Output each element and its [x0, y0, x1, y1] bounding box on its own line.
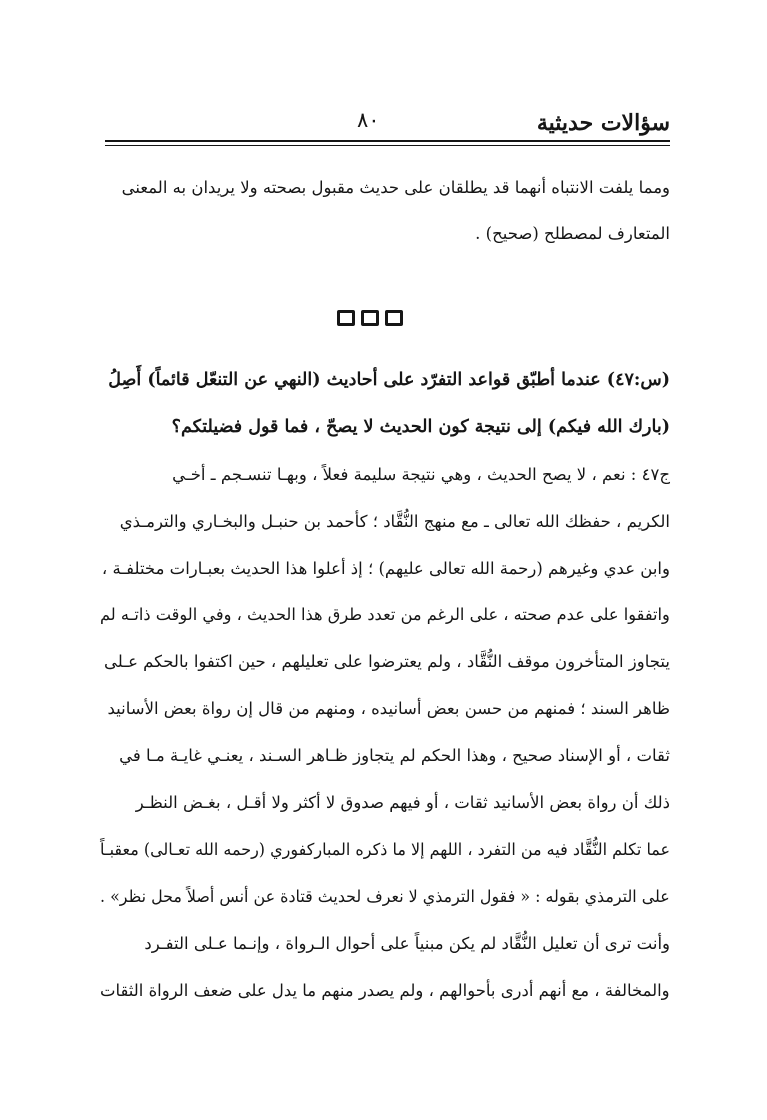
- separator-square-icon: [337, 310, 355, 326]
- intro-line: ومما يلفت الانتباه أنهما قد يطلقان على حديث مقبول بصحته ولا يريدان به المعنى: [121, 178, 670, 197]
- question-line: (س:٤٧) عندما أطبّق قواعد التفرّد على أحاديث (النهي عن التنعّل قائماً) أَصِلُ: [108, 370, 670, 390]
- answer-line: عما تكلم النُّقَّاد فيه من التفرد ، اللهم إلا ما ذكره المباركفوري (رحمه الله تعـالى) معقبـاً: [99, 840, 670, 859]
- separator-square-icon: [385, 310, 403, 326]
- answer-line: وأنت ترى أن تعليل النُّقَّاد لم يكن مبنياً على أحوال الـرواة ، وإنـما عـلى التفـرد: [144, 934, 670, 953]
- header-rule-thick: [105, 140, 670, 142]
- answer-line: على الترمذي بقوله : « فقول الترمذي لا نعرف لحديث قتادة عن أنس أصلاً محل نظر» .: [100, 887, 670, 906]
- page-header: [105, 108, 670, 138]
- answer-line: ظاهر السند ؛ فمنهم من حسن بعض أسانيده ، ومنهم من قال إن رواة بعض الأسانيد: [107, 699, 670, 718]
- header-rule-thin: [105, 145, 670, 146]
- answer-line: واتفقوا على عدم صحته ، على الرغم من تعدد طرق هذا الحديث ، وفي الوقت ذاتـه لم: [100, 605, 670, 624]
- answer-line: ذلك أن رواة بعض الأسانيد ثقات ، أو فيهم صدوق لا أكثر ولا أقـل ، بغـض النظـر: [135, 793, 670, 812]
- answer-line: والمخالفة ، مع أنهم أدرى بأحوالهم ، ولم يصدر منهم ما يدل على ضعف الرواة الثقات: [100, 981, 670, 1000]
- section-separator: [337, 310, 403, 328]
- question-line: (بارك الله فيكم) إلى نتيجة كون الحديث لا يصحّ ، فما قول فضيلتكم؟: [171, 417, 670, 437]
- answer-line: الكريم ، حفظك الله تعالى ـ مع منهج النُّقَّاد ؛ كأحمد بن حنبـل والبخـاري والترمـذي: [119, 512, 670, 531]
- separator-square-icon: [361, 310, 379, 326]
- running-title: سؤالات حديثية: [536, 110, 670, 136]
- intro-line: المتعارف لمصطلح (صحيح) .: [475, 224, 670, 243]
- answer-line: يتجاوز المتأخرون موقف النُّقَّاد ، ولم يعترضوا على تعليلهم ، حين اكتفوا بالحكم عـلى: [104, 652, 670, 671]
- answer-line: ج٤٧ : نعم ، لا يصح الحديث ، وهي نتيجة سليمة فعلاً ، وبهـا تنسـجم ـ أخـي: [172, 465, 670, 484]
- page-number: ٨٠: [357, 108, 380, 132]
- answer-line: وابن عدي وغيرهم (رحمة الله تعالى عليهم) ؛ إذ أعلوا هذا الحديث بعبـارات مختلفـة ،: [101, 559, 670, 578]
- answer-line: ثقات ، أو الإسناد صحيح ، وهذا الحكم لم يتجاوز ظـاهر السـند ، يعنـي غايـة مـا في: [119, 746, 670, 765]
